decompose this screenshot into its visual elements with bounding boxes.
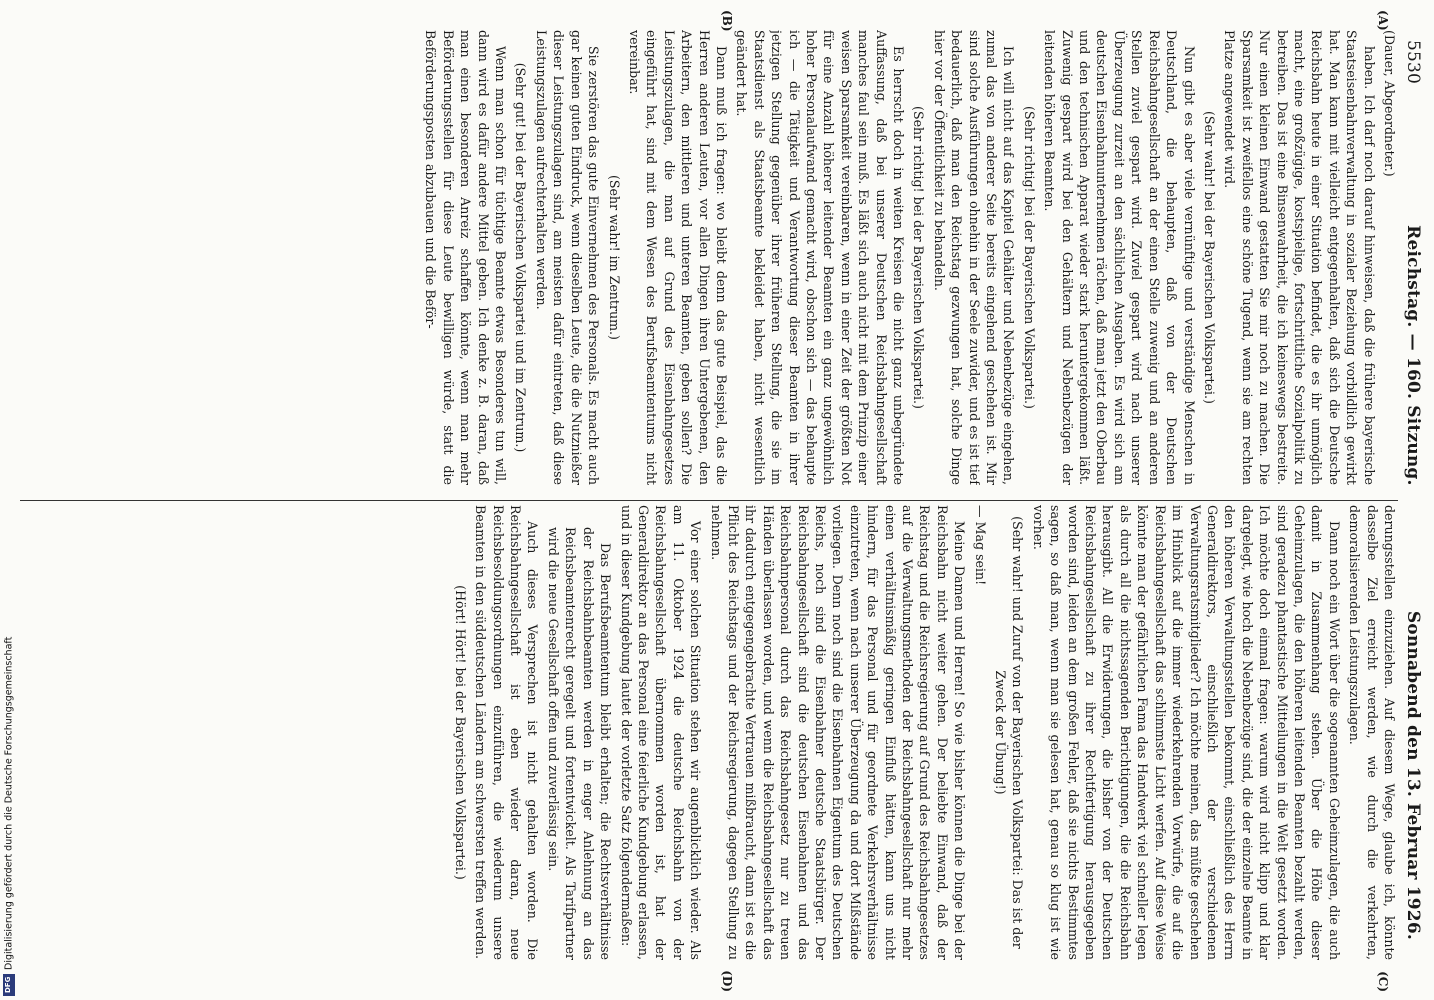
page-number: 5530 xyxy=(1403,40,1423,85)
interjection: (Sehr richtig! bei der Bayerischen Volkspartei.) xyxy=(1021,106,1037,409)
paragraph: derungsstellen einzuziehen. Auf diesem Wege, glaube ich, könnte dasselbe Ziel erreicht werden, wie durch die verkehrten, demoralisierenden Leistungszulagen. xyxy=(1347,505,1397,960)
interjection: (Sehr wahr! bei der Bayerischen Volkspartei.) xyxy=(1201,111,1217,404)
margin-marker-c: (C) xyxy=(1376,971,1390,992)
interjection: (Sehr richtig! bei der Bayerischen Volkspartei.) xyxy=(911,106,927,409)
interjection: (Sehr gut! bei der Bayerischen Volkspartei und im Zentrum.) xyxy=(513,62,529,453)
interjection: (Sehr wahr! im Zentrum.) xyxy=(606,175,622,340)
paragraph: Ich will nicht auf das Kapitel Gehälter und Nebenbezüge eingehen, zumal das von anderer Seite bereits eingehend geschehen ist. Mir sind solche Ausführungen ohnehin in der Seele zuwider, und es ist tief bedauerlich, daß man den Reichstag gezwungen hat, solche Dinge hier vor der Öffentlichkeit zu behandeln. xyxy=(931,30,1017,485)
paragraph: Dann muß ich fragen: wo bleibt denn das gute Beispiel, das die Herren anderen Leuten, vor allen Dingen ihren Untergebenen, den Arbeitern, den mittleren und unteren Beamten, geben sollen? Die Leistungszulagen, die man auf Grund des Eisenbahngesetzes eingeführt hat, sind mit dem Wesen des Berufsbeamtentums nicht vereinbar. xyxy=(626,30,729,485)
session-title: Reichstag. — 160. Sitzung. xyxy=(1403,225,1423,486)
paragraph: Meine Damen und Herren! So wie bisher können die Dinge bei der Reichsbahn nicht weiter gehen. Der beliebte Einwand, daß der Reichstag und die Reichsregierung auf Grund des Reichsbahngesetzes auf die Verwaltungsmethoden der Reichsbahngesellschaft nur mehr einen verhältnismäßig geringen Einfluß hätten, kann uns nicht hindern, für das Personal und für geordnete Verkehrsverhältnisse einzutreten, wenn nach unserer Überzeugung da und dort Mißstände vorliegen. Denn noch sind die Eisenbahnen Eigentum des Deutschen Reichs, noch sind die Eisenbahner deutsche Staatsbürger. Der Reichsbahngesellschaft sind die deutschen Eisenbahnen und das Reichsbahnpersonal durch das Reichsbahngesetz nur zu treuen Händen überlassen worden, und wenn die Reichsbahngesellschaft das ihr dadurch entgegengebrachte Vertrauen mißbraucht, dann ist es die Pflicht des Reichstags und der Reichsregierung, dagegen Stellung zu nehmen. xyxy=(708,505,968,960)
paragraph: Wenn man schon für tüchtige Beamte etwas Besonderes tun will, dann wird es dafür andere Mittel geben. Ich denke z. B. daran, daß man einen besonderen Anreiz schaffen könnte, wenn man mehr Beförderungsstellen für diese Leute bewilligen würde, statt die Beförderungsposten abzubauen und die Beför- xyxy=(423,30,509,485)
paragraph: (Dauer, Abgeordneter.) xyxy=(1382,30,1397,177)
funding-note xyxy=(2,576,16,996)
left-column xyxy=(20,30,1398,485)
paragraph: Auch dieses Versprechen ist nicht gehalten worden. Die Reichsbahngesellschaft ist eben wieder daran, neue Reichsbesoldungsordnungen einzuführen, die wiederum unsere Beamten in den süddeutschen Ländern am schwersten treffen werden. xyxy=(473,505,541,960)
text-columns xyxy=(20,30,1398,960)
dfg-logo: DFG xyxy=(3,974,15,996)
interjection: (Hört! Hört! bei der Bayerischen Volkspartei.) xyxy=(452,585,468,880)
paragraph: Nun gibt es aber viele vernünftige und verständige Menschen in Deutschland, die behaupten, daß von der Deutschen Reichsbahngesellschaft an der einen Stelle zuwenig und an anderen Stellen zuviel gespart wird. Zuviel gespart wird nach unserer Überzeugung zurzeit an den sächlichen Ausgaben. Es wird sich am deutschen Eisenbahnunternehmen rächen, daß man jetzt den Oberbau und den technischen Apparat wieder stark heruntergekommen läßt. Zuwenig gespart wird bei den Gehältern und Nebenbezügen der leitenden höheren Beamten. xyxy=(1042,30,1197,485)
quotation: Das Berufsbeamtentum bleibt erhalten; die Rechtsverhältnisse der Reichsbahnbeamten werden in enger Anlehnung an das Reichsbeamtenrecht geregelt und fortentwickelt. Als Tarifpartner wird die neue Gesellschaft offen und zuverlässig sein. xyxy=(545,527,614,960)
session-date: Sonnabend den 13. Februar 1926. xyxy=(1403,610,1423,940)
page-header xyxy=(1400,40,1426,940)
paragraph: Dann noch ein Wort über die sogenannten Geheimzulagen, die auch damit in Zusammenhang stehen. Über die Höhe dieser Geheimzulagen, die den höheren leitenden Beamten bezahlt werden, sind geradezu phantastische Mitteilungen in die Welt gesetzt worden. Ich möchte doch einmal fragen: warum wird nicht klipp und klar dargelegt, wie hoch die Nebenbezüge sind, die der einzelne Beamte in den höheren Verwaltungsstellen bekommt, einschließlich des Herrn Generaldirektors, einschließlich der verschiedenen Verwaltungsratsmitglieder? Ich möchte meinen, das müßte geschehen im Hinblick auf die immer wiederkehrenden Vorwürfe, die auf die Reichsbahngesellschaft das schlimmste Licht werfen. Auf diese Weise könnte man der gefährlichen Fama das Handwerk viel schneller legen als durch all die nichtssagenden Berichtigungen, die die Reichsbahn herausgibt. All die Erwiderungen, die bisher von der Deutschen Reichsbahngesellschaft zu ihrer Rechtfertigung herausgegeben worden sind, leiden an dem großen Fehler, daß sie nichts Bestimmtes sagen, so daß man, wenn man sie gelesen hat, genau so klug ist wie vorher. xyxy=(1030,505,1342,960)
right-column xyxy=(20,505,1398,960)
margin-marker-a: (A) xyxy=(1376,10,1390,31)
paragraph: — Mag sein! xyxy=(972,505,988,586)
margin-marker-d: (D) xyxy=(720,970,734,992)
paragraph: haben. Ich darf noch darauf hinweisen, daß die frühere bayerische Staatseisenbahnverwaltung in sozialer Beziehung vorbildlich gewirkt hat. Man kann mit vielleicht entgegenhalten, daß sich die Deutsche Reichsbahn heute in einer Situation befindet, die es ihr unmöglich macht, eine großzügige, kostspielige, fortschrittliche Sozialpolitik zu betreiben. Das ist eine Binsenwahrheit, die ich keineswegs bestreite. Nur einen kleinen Einwand gestatten Sie mir noch zu machen. Die Sparsamkeit ist zweifellos eine schöne Tugend, wenn sie am rechten Platze angewendet wird. xyxy=(1222,30,1377,485)
funding-text: Digitalisierung gefördert durch die Deutsche Forschungsgemeinschaft xyxy=(3,636,15,970)
paragraph: Es herrscht doch in weiten Kreisen die nicht ganz unbegründete Auffassung, daß bei unserer Deutschen Reichsbahngesellschaft manches faul sein muß. Es läßt sich auch nicht mit dem Prinzip einer weisen Sparsamkeit vereinbaren, wenn in einer Zeit der größten Not für eine Anzahl höherer leitender Beamten ein ganz ungewöhnlich hoher Personalaufwand gemacht wird, obschon sich — das behaupte ich — die Tätigkeit und Verantwortung dieser Beamten in ihrer jetzigen Stellung gegenüber ihrer früheren Stellung, die sie im Staatsdienst als Staatsbeamte bekleidet haben, nicht wesentlich geändert hat. xyxy=(734,30,907,485)
margin-marker-b: (B) xyxy=(720,10,734,32)
paragraph: Vor einer solchen Situation stehen wir augenblicklich wieder. Als am 11. Oktober 1924 die deutsche Reichsbahn von der Reichsbahngesellschaft übernommen worden ist, hat der Generaldirektor an das Personal eine feierliche Kundgebung erlassen, und in dieser Kundgebung lautet der vorletzte Satz folgendermaßen: xyxy=(618,505,704,960)
paragraph: Sie zerstören das gute Einvernehmen des Personals. Es macht auch gar keinen guten Eindruck, wenn dieselben Leute, die die Nutznießer dieser Leistungszulagen sind, am meisten dafür eintreten, daß diese Leistungszulagen aufrechterhalten werden. xyxy=(533,30,602,485)
interjection: (Sehr wahr! und Zuruf von der Bayerischen Volkspartei: Das ist der Zweck der Übung!) xyxy=(993,516,1026,949)
